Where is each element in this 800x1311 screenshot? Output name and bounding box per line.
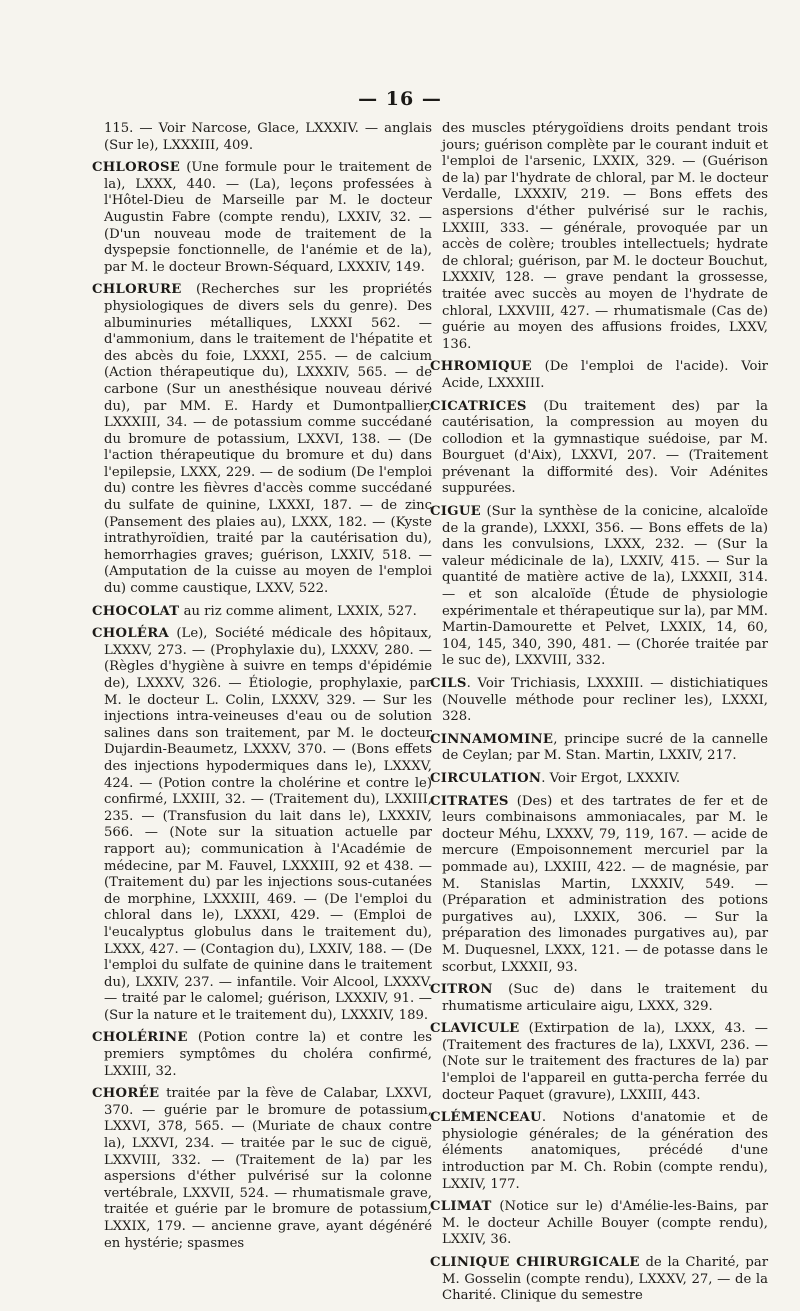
entry-text: (Potion contre la) et contre les premiers symptômes du choléra confirmé, LXXIII, 32.: [104, 1030, 432, 1079]
entry-text: . Voir Ergot, LXXXIV.: [541, 770, 681, 786]
entry-text: , principe sucré de la cannelle de Ceylan; par M. Stan. Martin, LXXIV, 217.: [442, 731, 768, 764]
index-entry: [430, 794, 768, 977]
entry-headword: CHORÉE: [92, 1086, 160, 1102]
index-entry: [430, 732, 768, 765]
index-entry: [430, 399, 768, 499]
entry-text: (Une formule pour le traitement de la), LXXX, 440. — (La), leçons professées à l'Hôtel-Dieu de Marseille par M. le docteur Augustin Fabre (compte rendu), LXXIV, 32. — (D'un nouveau mode de traitement de la dyspepsie fonctionnelle, de l'anémie et de la), par M. le docteur Brown-Séquard, LXXXIV, 149.: [104, 160, 432, 275]
entry-headword: CHROMIQUE: [430, 359, 532, 375]
entry-text: (Des) et des tartrates de fer et de leurs combinaisons ammoniacales, par M. le docteur Méhu, LXXXV, 79, 119, 167. — acide de mercure (Empoisonnement mercuriel par la pommade au), LXXIII, 422. — de magnésie, par M. Stanislas Martin, LXXXIV, 549. — (Préparation et administration des potions purgatives au), LXXIX, 306. — Sur la préparation des limonades purgatives au), par M. Duquesnel, LXXX, 121. — de potasse dans le scorbut, LXXXII, 93.: [442, 793, 768, 975]
entry-text: 115. — Voir Narcose, Glace, LXXXIV. — anglais (Sur le), LXXXIII, 409.: [104, 121, 432, 153]
index-entry: [92, 282, 432, 597]
entry-text: (Du traitement des) par la cautérisation, la compression au moyen du collodion et la gymnastique suédoise, par M. Bourguet (d'Aix), LXXVI, 207. — (Traitement prévenant la difformité des). Voir Adénites suppurées.: [442, 398, 768, 497]
entry-headword: CLÉMENCEAU: [430, 1110, 542, 1126]
entry-headword: CICATRICES: [430, 398, 527, 414]
entry-headword: CHLOROSE: [92, 160, 181, 176]
entry-headword: CINNAMOMINE: [430, 731, 554, 747]
entry-headword: CLAVICULE: [430, 1021, 520, 1037]
index-entry: [430, 771, 768, 788]
entry-headword: CLIMAT: [430, 1199, 492, 1215]
index-entry: [92, 121, 432, 154]
entry-headword: CIRCULATION: [430, 770, 542, 786]
entry-text: des muscles ptérygoïdiens droits pendant trois jours; guérison complète par le courant induit et l'emploi de l'arsenic, LXXIX, 329. — (Guérison de la) par l'hydrate de chloral, par M. le docteur Verdalle, LXXXIV, 219. — Bons effets des aspersions d'éther pulvérisé sur le rachis, LXXIII, 333. — générale, provoquée par un accès de colère; troubles intellectuels; hydrate de chloral; guérison, par M. le docteur Bouchut, LXXXIV, 128. — grave pendant la grossesse, traitée avec succès au moyen de l'hydrate de chloral, LXXVIII, 427. — rhumatismale (Cas de) guérie au moyen des affusions froides, LXXV, 136.: [442, 121, 768, 352]
index-entry: [430, 1021, 768, 1104]
entry-text: . Voir Trichiasis, LXXXIII. — distichiatiques (Nouvelle méthode pour recliner les), LXXXI, 328.: [442, 676, 768, 725]
index-entry: [430, 359, 768, 392]
entry-text: (Le), Société médicale des hôpitaux, LXXXV, 273. — (Prophylaxie du), LXXXV, 280. — (Règles d'hygiène à suivre en temps d'épidémie de), LXXXV, 326. — Étiologie, prophylaxie, par M. le docteur L. Colin, LXXXV, 329. — Sur les injections intra-veineuses d'eau ou de solution salines dans son traitement, par M. le docteur Dujardin-Beaumetz, LXXXV, 370. — (Bons effets des injections hypodermiques dans le), LXXXV, 424. — (Potion contre la cholérine et contre le) confirmé, LXXIII, 32. — (Traitement du), LXXIII, 235. — (Transfusion du lait dans le), LXXXIV, 566. — (Note sur la situation actuelle par rapport au); communication à l'Académie de médecine, par M. Fauvel, LXXXIII, 92 et 438. — (Traitement du) par les injections sous-cutanées de morphine, LXXXIII, 469. — (De l'emploi du chloral dans le), LXXXI, 429. — (Emploi de l'eucalyptus globulus dans le traitement du), LXXX, 427. — (Contagion du), LXXIV, 188. — (De l'emploi du sulfate de quinine dans le traitement du), LXXIV, 237. — infantile. Voir Alcool, LXXXV. — traité par le calomel; guérison, LXXXIV, 91. — (Sur la nature et le traitement du), LXXXIV, 189.: [104, 626, 432, 1023]
entry-text: au riz comme aliment, LXXIX, 527.: [179, 603, 417, 619]
index-entry: [430, 1255, 768, 1305]
index-entry: [430, 676, 768, 726]
index-entry: [430, 121, 768, 353]
entry-headword: CHOLÉRA: [92, 626, 170, 642]
entry-headword: CITRON: [430, 982, 493, 998]
entry-headword: CHLORURE: [92, 282, 182, 298]
entry-text: traitée par la fève de Calabar, LXXVI, 370. — guérie par le bromure de potassium, LXXVI, 378, 565. — (Muriate de chaux contre la), LXXVI, 234. — traitée par le suc de ciguë, LXXVIII, 332. — (Traitement de la) par les aspersions d'éther pulvérisé sur la colonne vertébrale, LXXVII, 524. — rhumatismale grave, traitée et guérie par le bromure de potassium, LXXIX, 179. — ancienne grave, ayant dégénéré en hystérie; spasmes: [104, 1086, 432, 1251]
index-entry: [92, 1030, 432, 1080]
entry-headword: CIGUE: [430, 504, 481, 520]
entry-headword: CLINIQUE CHIRURGICALE: [430, 1255, 640, 1270]
left-column: [92, 121, 432, 1258]
index-entry: [430, 1199, 768, 1249]
entry-text: de la Charité, par M. Gosselin (compte rendu), LXXXV, 27, — de la Charité. Clinique du semestre: [442, 1255, 768, 1304]
index-entry: [430, 504, 768, 670]
entry-text: (Extirpation de la), LXXX, 43. — (Traitement des fractures de la), LXXVI, 236. — (Note sur le traitement des fractures de la) par l'emploi de l'appareil en gutta-percha ferrée du docteur Paquet (gravure), LXXIII, 443.: [442, 1021, 768, 1103]
index-entry: [92, 1086, 432, 1252]
index-entry: [92, 604, 432, 621]
right-column: [430, 121, 768, 1311]
entry-headword: CITRATES: [430, 793, 509, 809]
entry-text: (Notice sur le) d'Amélie-les-Bains, par M. le docteur Achille Bouyer (compte rendu), LXXIV, 36.: [442, 1199, 768, 1248]
index-entry: [430, 982, 768, 1015]
index-entry: [92, 160, 432, 276]
page-number: — 16 —: [358, 88, 442, 110]
entry-headword: CHOCOLAT: [92, 603, 180, 619]
entry-text: . Notions d'anatomie et de physiologie générales; de la génération des éléments anatomiques, précédé d'une introduction par M. Ch. Robin (compte rendu), LXXIV, 177.: [442, 1110, 768, 1192]
entry-headword: CILS: [430, 676, 467, 691]
entry-text: (Sur la synthèse de la conicine, alcaloïde de la grande), LXXXI, 356. — Bons effets de la) dans les convulsions, LXXX, 232. — (Sur la valeur médicinale de la), LXXIV, 415. — Sur la quantité de matière active de la), LXXXII, 314. — et son alcaloïde (Étude de physiologie expérimentale et thérapeutique sur la), par MM. Martin-Damourette et Pelvet, LXXIX, 14, 60, 104, 145, 340, 390, 481. — (Chorée traitée par le suc de), LXXVIII, 332.: [442, 504, 768, 669]
entry-text: (Recherches sur les propriétés physiologiques de divers sels du genre). Des albuminuries métalliques, LXXXI 562. — d'ammonium, dans le traitement de l'hépatite et des abcès du foie, LXXXI, 255. — de calcium (Action thérapeutique du), LXXXIV, 565. — de carbone (Sur un anesthésique nouveau dérivé du), par MM. E. Hardy et Dumontpallier, LXXXIII, 34. — de potassium comme succédané du bromure de potassium, LXXVI, 138. — (De l'action thérapeutique du bromure et du) dans l'epilepsie, LXXX, 229. — de sodium (De l'emploi du) contre les fièvres d'accès comme succédané du sulfate de quinine, LXXXI, 187. — de zinc (Pansement des plaies au), LXXX, 182. — (Kyste intrathyroïdien, traité par la cautérisation du), hemorrhagies graves; guérison, LXXIV, 518. — (Amputation de la cuisse au moyen de l'emploi du) comme caustique, LXXV, 522.: [104, 282, 432, 597]
entry-text: (De l'emploi de l'acide). Voir Acide, LXXXIII.: [442, 359, 768, 391]
entry-headword: CHOLÉRINE: [92, 1030, 188, 1046]
index-entry: [92, 626, 432, 1024]
entry-text: (Suc de) dans le traitement du rhumatisme articulaire aigu, LXXX, 329.: [442, 982, 768, 1014]
index-entry: [430, 1110, 768, 1193]
